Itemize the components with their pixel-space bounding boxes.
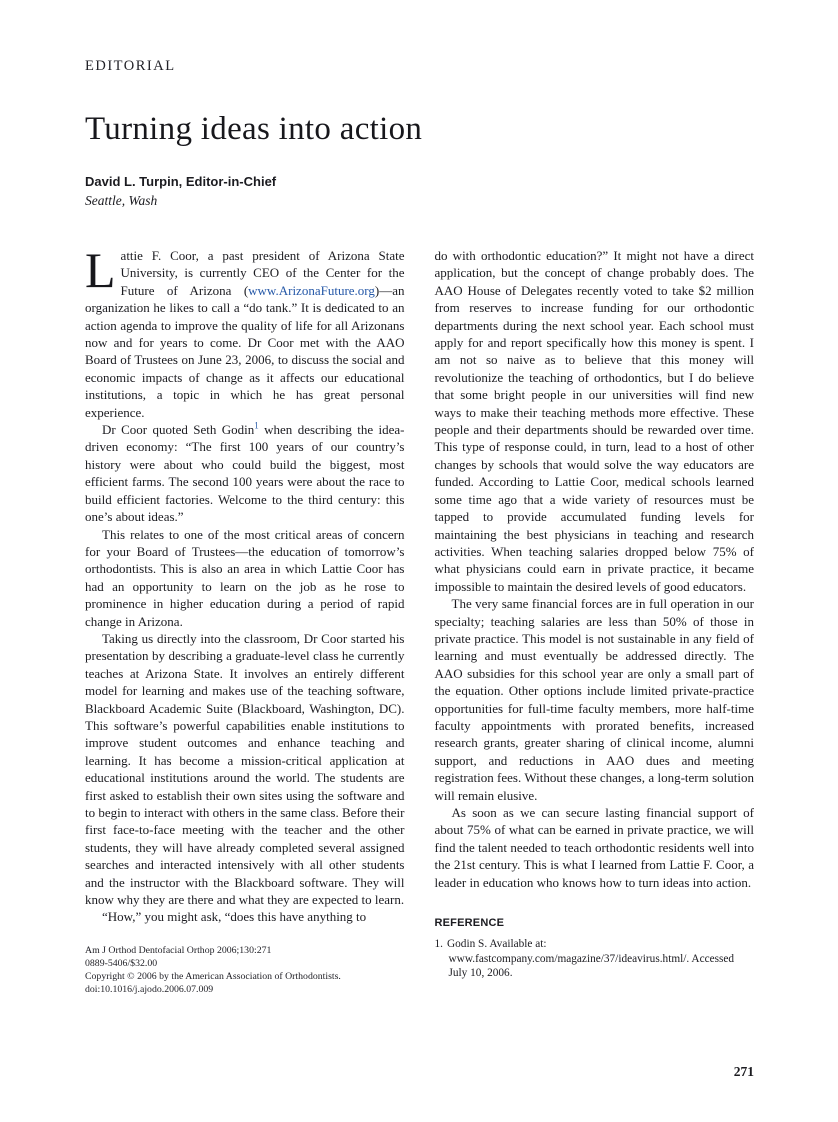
footnote-issn-price: 0889-5406/$32.00	[85, 957, 158, 969]
paragraph: Taking us directly into the classroom, Dr Coor started his presentation by describing a graduate-level class he currently teaches at Arizona State. It involves an entirely different model for learning and makes use of the teaching software, Blackboard Academic Suite (Blackboard, Washington, DC). This software’s powerful capabilities enable institutions to improve student outcomes and enhance teaching and learning. It has become a mission-critical application at educational institutions around the world. The students are first asked to establish their own sites using the software and to begin to interact with others in the same class. Before their first face-to-face meeting with the teacher and the other students, they will have already completed several assigned searches and interacted intensively with all other students and the instructor with the Blackboard software. They will know why they are there and what they are expected to learn.	[85, 630, 405, 908]
page-title: Turning ideas into action	[85, 111, 423, 147]
paragraph-continuation: do with orthodontic education?” It might not have a direct application, but the concept of change probably does. The AAO House of Delegates recently voted to take $2 million from reserves to increase funding for our orthodontic departments during the next school year. Each school must apply for and report specifically how this money is spent. I am not so naive as to believe that this money will revolutionize the teaching of orthodontics, but I do believe that some bright people in our universities will find new ways to make their teaching methods more effective. These people and their departments should be rewarded over time. This type of response could, in turn, lead to a host of other changes by schools that would solve the way educators are funded. According to Lattie Coor, medical schools learned some time ago that a wide variety of resources must be tapped to provide accumulated funding levels for maintaining the best physicians in teaching and research activities. When teaching salaries dropped below 75% of what physicians could earn in private practice, it became impossible to maintain the desired levels of good educators.	[434, 248, 754, 594]
section-label: EDITORIAL	[85, 58, 176, 74]
paragraph-opening	[85, 242, 405, 421]
paragraph-text: Dr Coor quoted Seth Godin	[102, 422, 255, 438]
drop-cap: L	[85, 242, 116, 298]
arizonafuture-link[interactable]: www.ArizonaFuture.org	[248, 282, 375, 298]
paragraph: The very same financial forces are in full operation in our specialty; teaching salaries are less than 50% of those in private practice. This model is not sustainable in any field of learning and must eventually be addressed directly. The AAO subsidies for this school year are only a small part of the equation. Other options include limited private-practice opportunities for full-time faculty members, more half-time faculty appointments with prorated benefits, increased research grants, greater sharing of clinical income, alumni support, and reductions in AAO dues and meeting registration fees. Without these changes, a long-term solution will remain elusive.	[434, 596, 754, 803]
footnote-citation: Am J Orthod Dentofacial Orthop 2006;130:271	[85, 944, 272, 956]
left-column	[85, 242, 405, 996]
reference-item	[435, 937, 755, 981]
paragraph	[85, 421, 405, 525]
footnote-block	[85, 944, 405, 996]
reference-heading: REFERENCE	[434, 917, 505, 930]
paragraph-text: attie F. Coor, a past president of Arizona State University, is currently CEO of the Center for the Future of Arizona (	[120, 248, 405, 298]
paragraph-text: )—an organization he likes to call a “do tank.” It is dedicated to an action agenda to improve the quality of life for all Arizonans now and for years to come. Dr Coor met with the AAO Board of Trustees on June 23, 2006, to discuss the social and economic impacts of change as it affects our educational institutions, a topic in which he has great personal experience.	[85, 282, 405, 420]
reference-text: Godin S. Available at: www.fastcompany.com/magazine/37/ideavirus.html/. Accessed July 10, 2006.	[446, 938, 735, 980]
paragraph-text: when describing the idea-driven economy: “The first 100 years of our country’s history were about who could build the biggest, most efficient farms. The second 100 years were about the race to build efficient factories. Welcome to the third century: this one’s about ideas.”	[85, 422, 405, 525]
paragraph: As soon as we can secure lasting financial support of about 75% of what can be earned in private practice, we will find the talent needed to teach orthodontic residents well into the 21st century. This is what I learned from Lattie F. Coor, a leader in education who knows how to turn ideas into action.	[434, 805, 754, 890]
page-number: 271	[733, 1064, 754, 1079]
reference-callout-1[interactable]: 1	[254, 420, 259, 431]
paragraph: This relates to one of the most critical areas of concern for your Board of Trustees—the education of tomorrow’s orthodontists. This is also an area in which Lattie Coor has had an opportunity to learn on the job as he rose to prominence in higher education during a period of rapid change in Arizona.	[85, 526, 405, 629]
footnote-copyright: Copyright © 2006 by the American Association of Orthodontists.	[85, 970, 341, 982]
author-name: David L. Turpin, Editor-in-Chief	[85, 174, 277, 189]
footnote-doi: doi:10.1016/j.ajodo.2006.07.009	[85, 983, 214, 995]
paragraph: “How,” you might ask, “does this have anything to	[102, 909, 367, 925]
author-location: Seattle, Wash	[85, 193, 158, 208]
right-column	[435, 247, 755, 996]
article-body	[85, 242, 754, 996]
reference-number: 1.	[434, 938, 443, 951]
